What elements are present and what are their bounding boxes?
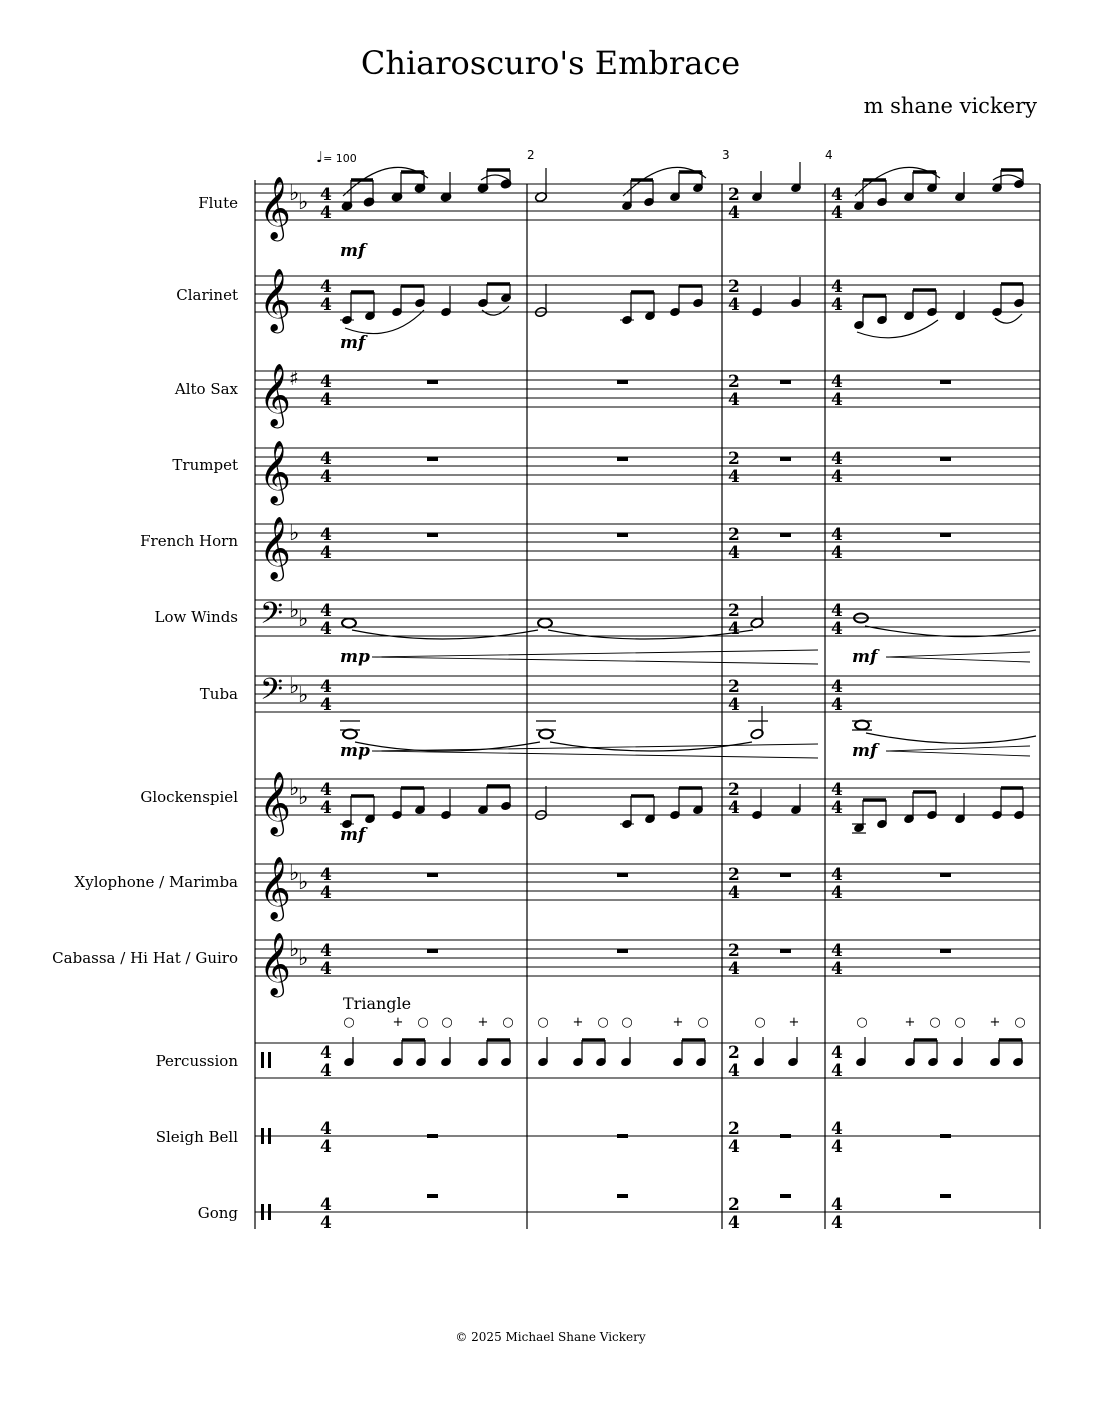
time-signature: 2 <box>728 780 740 800</box>
whole-rest-icon <box>940 1194 951 1198</box>
dynamic-mf: mf <box>852 647 878 667</box>
time-signature: 4 <box>831 959 843 979</box>
flat-icon: ♭ <box>298 946 309 971</box>
time-signature: 4 <box>831 277 843 297</box>
closed-icon: + <box>392 1015 404 1030</box>
time-signature: 4 <box>320 959 332 979</box>
whole-rest-icon <box>427 533 438 537</box>
open-icon: ○ <box>856 1015 868 1030</box>
time-signature: 4 <box>320 619 332 639</box>
time-signature: 4 <box>320 1061 332 1081</box>
treble-clef-icon: 𝄞 <box>259 856 291 919</box>
open-icon: ○ <box>621 1015 633 1030</box>
time-signature: 4 <box>320 295 332 315</box>
time-signature: 4 <box>320 203 332 223</box>
open-icon: ○ <box>502 1015 514 1030</box>
time-signature: 2 <box>728 941 740 961</box>
instrument-label-clarinet: Clarinet <box>176 286 238 304</box>
whole-rest-icon <box>780 1194 791 1198</box>
staff-tuba <box>255 673 1040 761</box>
time-signature: 4 <box>831 1119 843 1139</box>
whole-rest-icon <box>617 873 628 877</box>
whole-note <box>538 619 552 628</box>
time-signature: 4 <box>320 1137 332 1157</box>
instrument-label-low-winds: Low Winds <box>154 608 238 626</box>
open-icon: ○ <box>597 1015 609 1030</box>
time-signature: 4 <box>728 883 740 903</box>
open-icon: ○ <box>537 1015 549 1030</box>
dynamic-mp: mp <box>340 741 370 761</box>
open-icon: ○ <box>697 1015 709 1030</box>
barlines <box>527 184 1040 1229</box>
closed-icon: + <box>788 1015 800 1030</box>
sharp-icon: ♯ <box>289 366 299 390</box>
time-signature: 4 <box>320 798 332 818</box>
time-signature: 4 <box>728 959 740 979</box>
whole-rest-icon <box>940 533 951 537</box>
whole-rest-icon <box>780 1134 791 1138</box>
whole-note <box>539 730 553 739</box>
time-signature: 4 <box>728 798 740 818</box>
time-signature: 4 <box>320 467 332 487</box>
bass-clef-icon: 𝄢 <box>260 597 284 638</box>
dynamic-mf: mf <box>340 333 366 353</box>
flat-icon: ♭ <box>289 598 300 623</box>
flat-icon: ♭ <box>298 683 309 708</box>
closed-icon: + <box>904 1015 916 1030</box>
whole-rest-icon <box>940 380 951 384</box>
time-signature: 4 <box>320 543 332 563</box>
open-icon: ○ <box>343 1015 355 1030</box>
time-signature: 4 <box>831 865 843 885</box>
time-signature: 4 <box>320 525 332 545</box>
instrument-label-glockenspiel: Glockenspiel <box>140 788 238 806</box>
time-signature: 2 <box>728 185 740 205</box>
whole-rest-icon <box>780 380 791 384</box>
flat-icon: ♭ <box>298 785 309 810</box>
time-signature: 4 <box>831 295 843 315</box>
instrument-label-percussion: Percussion <box>155 1052 238 1070</box>
staff-flute <box>255 162 1040 261</box>
staff-trumpet <box>255 440 1040 506</box>
closed-icon: + <box>477 1015 489 1030</box>
measure-number-3: 3 <box>722 148 730 162</box>
technique-text: Triangle <box>343 994 412 1013</box>
time-signature: 4 <box>831 449 843 469</box>
time-signature: 4 <box>320 372 332 392</box>
time-signature: 4 <box>831 941 843 961</box>
staff-glockenspiel <box>255 771 1040 845</box>
time-signature: 2 <box>728 372 740 392</box>
dynamic-mp: mp <box>340 647 370 667</box>
time-signature: 4 <box>831 1137 843 1157</box>
staff-clarinet <box>255 268 1040 353</box>
instrument-label-trumpet: Trumpet <box>172 456 238 474</box>
time-signature: 4 <box>728 619 740 639</box>
flat-icon: ♭ <box>289 674 300 699</box>
crescendo-hairpin <box>372 650 818 664</box>
whole-note <box>855 721 869 730</box>
closed-icon: + <box>989 1015 1001 1030</box>
measure-number-2: 2 <box>527 148 535 162</box>
time-signature: 2 <box>728 601 740 621</box>
dynamic-mf: mf <box>852 741 878 761</box>
bass-clef-icon: 𝄢 <box>260 673 284 714</box>
whole-rest-icon <box>617 949 628 953</box>
time-signature: 4 <box>728 1137 740 1157</box>
time-signature: 2 <box>728 525 740 545</box>
time-signature: 4 <box>831 677 843 697</box>
time-signature: 4 <box>320 1043 332 1063</box>
whole-rest-icon <box>427 457 438 461</box>
time-signature: 4 <box>831 525 843 545</box>
time-signature: 4 <box>831 467 843 487</box>
time-signature: 2 <box>728 1195 740 1215</box>
instrument-label-xylophone-marimba: Xylophone / Marimba <box>74 873 238 891</box>
flat-icon: ♭ <box>289 937 300 962</box>
time-signature: 4 <box>831 798 843 818</box>
treble-clef-icon: 𝄞 <box>259 268 291 331</box>
time-signature: 4 <box>831 695 843 715</box>
staff-french-horn <box>255 516 1040 582</box>
time-signature: 4 <box>728 390 740 410</box>
open-icon: ○ <box>929 1015 941 1030</box>
treble-clef-icon: 𝄞 <box>259 363 291 426</box>
whole-rest-icon <box>427 380 438 384</box>
whole-rest-icon <box>427 1134 438 1138</box>
time-signature: 2 <box>728 865 740 885</box>
whole-rest-icon <box>617 1194 628 1198</box>
whole-note <box>342 619 356 628</box>
whole-rest-icon <box>780 457 791 461</box>
time-signature: 4 <box>728 543 740 563</box>
staff-cabassa <box>255 932 1040 998</box>
time-signature: 2 <box>728 677 740 697</box>
whole-rest-icon <box>617 533 628 537</box>
staff-gong <box>255 1194 1040 1233</box>
flat-icon: ♭ <box>289 181 300 206</box>
time-signature: 4 <box>831 1195 843 1215</box>
time-signature: 2 <box>728 449 740 469</box>
quarter-note-icon: ♩ <box>316 148 324 166</box>
tempo-value: = 100 <box>323 152 357 165</box>
percussion-clef-icon <box>261 1052 271 1068</box>
flat-icon: ♭ <box>289 521 300 546</box>
time-signature: 4 <box>320 1119 332 1139</box>
dynamic-mf: mf <box>340 825 366 845</box>
treble-clef-icon: 𝄞 <box>259 440 291 503</box>
time-signature: 4 <box>831 372 843 392</box>
instrument-label-tuba: Tuba <box>199 685 238 703</box>
staff-xylophone-marimba <box>255 856 1040 922</box>
closed-icon: + <box>672 1015 684 1030</box>
treble-clef-icon: 𝄞 <box>259 771 291 834</box>
whole-rest-icon <box>780 873 791 877</box>
decrescendo-hairpin <box>886 746 1030 756</box>
time-signature: 2 <box>728 1119 740 1139</box>
time-signature: 2 <box>728 1043 740 1063</box>
time-signature: 4 <box>831 780 843 800</box>
time-signature: 4 <box>320 865 332 885</box>
time-signature: 4 <box>320 185 332 205</box>
open-icon: ○ <box>754 1015 766 1030</box>
staff-sleigh-bell <box>255 1119 1040 1157</box>
time-signature: 4 <box>831 390 843 410</box>
instrument-label-gong: Gong <box>197 1204 238 1222</box>
time-signature: 4 <box>320 780 332 800</box>
whole-rest-icon <box>617 380 628 384</box>
time-signature: 4 <box>320 277 332 297</box>
time-signature: 4 <box>831 1061 843 1081</box>
time-signature: 4 <box>831 601 843 621</box>
time-signature: 4 <box>831 1213 843 1233</box>
time-signature: 4 <box>831 185 843 205</box>
whole-rest-icon <box>617 457 628 461</box>
whole-rest-icon <box>780 533 791 537</box>
time-signature: 4 <box>320 695 332 715</box>
time-signature: 4 <box>320 677 332 697</box>
time-signature: 4 <box>831 619 843 639</box>
whole-rest-icon <box>940 457 951 461</box>
composer-name: m shane vickery <box>863 94 1037 118</box>
time-signature: 4 <box>728 1213 740 1233</box>
staff-percussion <box>255 1015 1040 1081</box>
whole-rest-icon <box>780 949 791 953</box>
time-signature: 4 <box>320 1213 332 1233</box>
time-signature: 4 <box>831 1043 843 1063</box>
time-signature: 4 <box>320 883 332 903</box>
instrument-label-cabassa: Cabassa / Hi Hat / Guiro <box>52 949 238 967</box>
time-signature: 4 <box>728 1061 740 1081</box>
open-icon: ○ <box>1014 1015 1026 1030</box>
instrument-label-flute: Flute <box>198 194 238 212</box>
whole-note <box>343 730 357 739</box>
treble-clef-icon: 𝄞 <box>259 932 291 995</box>
open-icon: ○ <box>441 1015 453 1030</box>
dynamic-mf: mf <box>340 241 366 261</box>
flat-icon: ♭ <box>298 607 309 632</box>
open-icon: ○ <box>954 1015 966 1030</box>
whole-rest-icon <box>427 949 438 953</box>
time-signature: 4 <box>320 449 332 469</box>
instrument-label-alto-sax: Alto Sax <box>174 380 238 398</box>
decrescendo-hairpin <box>886 652 1030 662</box>
flat-icon: ♭ <box>298 870 309 895</box>
time-signature: 4 <box>320 1195 332 1215</box>
score-title: Chiaroscuro's Embrace <box>360 44 741 82</box>
open-icon: ○ <box>417 1015 429 1030</box>
treble-clef-icon: 𝄞 <box>259 516 291 579</box>
instrument-label-french-horn: French Horn <box>140 532 238 550</box>
flat-icon: ♭ <box>289 861 300 886</box>
whole-rest-icon <box>427 1194 438 1198</box>
whole-rest-icon <box>427 873 438 877</box>
time-signature: 4 <box>728 203 740 223</box>
closed-icon: + <box>572 1015 584 1030</box>
measure-number-4: 4 <box>825 148 833 162</box>
time-signature: 4 <box>320 601 332 621</box>
whole-rest-icon <box>940 949 951 953</box>
time-signature: 4 <box>728 467 740 487</box>
instrument-label-sleigh-bell: Sleigh Bell <box>155 1128 238 1146</box>
flat-icon: ♭ <box>298 190 309 215</box>
treble-clef-icon: 𝄞 <box>259 176 291 239</box>
time-signature: 4 <box>831 543 843 563</box>
staff-low-winds <box>255 596 1040 667</box>
time-signature: 4 <box>728 295 740 315</box>
time-signature: 4 <box>831 883 843 903</box>
flat-icon: ♭ <box>289 776 300 801</box>
whole-rest-icon <box>940 873 951 877</box>
copyright-notice: © 2025 Michael Shane Vickery <box>455 1330 646 1344</box>
time-signature: 4 <box>320 390 332 410</box>
time-signature: 4 <box>728 695 740 715</box>
staff-alto-sax <box>255 363 1040 429</box>
time-signature: 4 <box>831 203 843 223</box>
whole-rest-icon <box>617 1134 628 1138</box>
whole-rest-icon <box>940 1134 951 1138</box>
time-signature: 4 <box>320 941 332 961</box>
time-signature: 2 <box>728 277 740 297</box>
